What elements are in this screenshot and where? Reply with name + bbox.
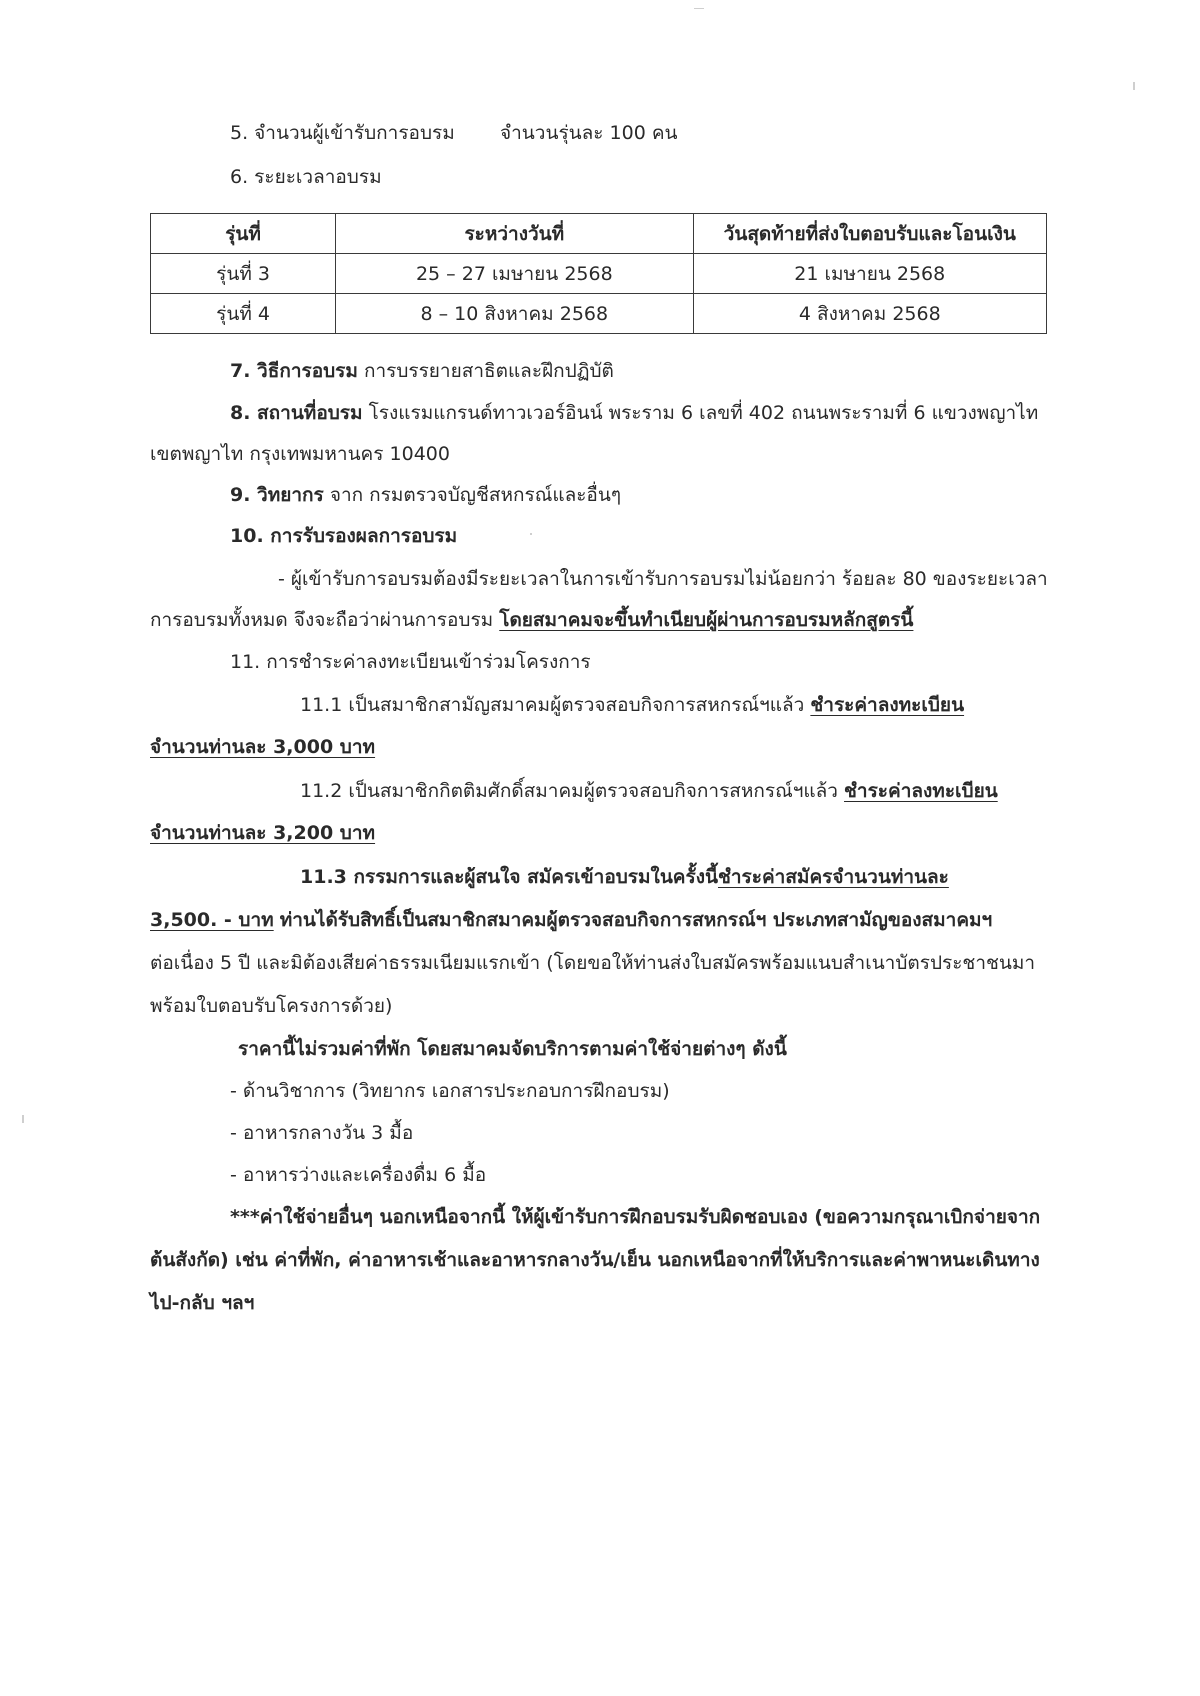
list-item: - อาหารกลางวัน 3 มื้อ [230, 1122, 414, 1144]
scan-speck [22, 1115, 24, 1123]
item-6-label: 6. ระยะเวลาอบรม [230, 166, 382, 188]
item-8-value: โรงแรมแกรนด์ทาวเวอร์อินน์ พระราม 6 เลขที่ 402 ถนนพระรามที่ 6 แขวงพญาไท [368, 402, 1039, 424]
item-11-2-emphasis: ชำระค่าลงทะเบียน [844, 780, 998, 802]
table-row [151, 254, 1047, 294]
item-8-continuation: เขตพญาไท กรุงเทพมหานคร 10400 [150, 443, 450, 465]
item-11-2-amount: จำนวนท่านละ 3,200 บาท [150, 822, 376, 844]
item-11-3-text: 11.3 กรรมการและผู้สนใจ สมัครเข้าอบรมในครั้งนี้ [300, 866, 718, 888]
extra-note-line-1: ***ค่าใช้จ่ายอื่นๆ นอกเหนือจากนี้ ให้ผู้เข้ารับการฝึกอบรมรับผิดชอบเอง (ขอความกรุณาเบิกจ่ายจาก [230, 1206, 1041, 1228]
item-9-label: 9. วิทยากร [230, 484, 324, 506]
item-10-line-2-emphasis: โดยสมาคมจะขึ้นทำเนียบผู้ผ่านการอบรมหลักสูตรนี้ [499, 609, 914, 631]
item-11-1-text: 11.1 เป็นสมาชิกสามัญสมาคมผู้ตรวจสอบกิจการสหกรณ์ฯแล้ว [300, 694, 805, 716]
item-9-value: จาก กรมตรวจบัญชีสหกรณ์และอื่นๆ [329, 484, 622, 506]
item-10-line-2 [150, 607, 913, 633]
schedule-cell-deadline: 21 เมษายน 2568 [693, 254, 1046, 294]
item-11-3-line-2 [150, 907, 992, 933]
scan-speck [694, 8, 704, 9]
item-7 [230, 358, 614, 384]
schedule-header-deadline: วันสุดท้ายที่ส่งใบตอบรับและโอนเงิน [693, 214, 1046, 254]
schedule-header-row [151, 214, 1047, 254]
price-note: ราคานี้ไม่รวมค่าที่พัก โดยสมาคมจัดบริการตามค่าใช้จ่ายต่างๆ ดังนี้ [238, 1038, 787, 1060]
item-10-line-2-text: การอบรมทั้งหมด จึงจะถือว่าผ่านการอบรม [150, 609, 494, 631]
schedule-cell-dates: 25 – 27 เมษายน 2568 [336, 254, 693, 294]
item-11-2 [300, 778, 998, 804]
item-11-3-line-3: ต่อเนื่อง 5 ปี และมิต้องเสียค่าธรรมเนียมแรกเข้า (โดยขอให้ท่านส่งใบสมัครพร้อมแนบสำเนาบัตรประชาชนมา [150, 952, 1036, 974]
item-10-label: 10. การรับรองผลการอบรม [230, 525, 458, 547]
item-5-label: 5. จำนวนผู้เข้ารับการอบรม [230, 122, 455, 144]
schedule-table [150, 213, 1047, 334]
list-item: - ด้านวิชาการ (วิทยากร เอกสารประกอบการฝึกอบรม) [230, 1080, 670, 1102]
schedule-cell-deadline: 4 สิงหาคม 2568 [693, 294, 1046, 334]
scan-speck [530, 533, 532, 535]
schedule-header-dates: ระหว่างวันที่ [336, 214, 693, 254]
list-item: - อาหารว่างและเครื่องดื่ม 6 มื้อ [230, 1164, 487, 1186]
item-11-label: 11. การชำระค่าลงทะเบียนเข้าร่วมโครงการ [230, 651, 591, 673]
item-11-3-rest: ท่านได้รับสิทธิ์เป็นสมาชิกสมาคมผู้ตรวจสอบกิจการสหกรณ์ฯ ประเภทสามัญของสมาคมฯ [279, 909, 993, 931]
item-5-value: จำนวนรุ่นละ 100 คน [500, 122, 678, 144]
item-7-value: การบรรยายสาธิตและฝึกปฏิบัติ [363, 360, 614, 382]
item-11-1-amount: จำนวนท่านละ 3,000 บาท [150, 736, 376, 758]
scan-speck [1133, 82, 1135, 90]
schedule-header-batch: รุ่นที่ [151, 214, 336, 254]
item-9 [230, 482, 621, 508]
item-11-3-emphasis: ชำระค่าสมัครจำนวนท่านละ [717, 866, 949, 888]
schedule-cell-batch: รุ่นที่ 3 [151, 254, 336, 294]
item-11-1-emphasis: ชำระค่าลงทะเบียน [810, 694, 965, 716]
item-11-3-line-4: พร้อมใบตอบรับโครงการด้วย) [150, 995, 393, 1017]
schedule-cell-dates: 8 – 10 สิงหาคม 2568 [336, 294, 693, 334]
item-5 [230, 120, 455, 146]
item-11-1 [300, 692, 964, 718]
schedule-cell-batch: รุ่นที่ 4 [151, 294, 336, 334]
item-11-3-amount: 3,500. - บาท [150, 909, 274, 931]
table-row [151, 294, 1047, 334]
item-8-label: 8. สถานที่อบรม [230, 402, 363, 424]
extra-note-line-3: ไป-กลับ ฯลฯ [150, 1292, 255, 1314]
item-11-3 [300, 864, 949, 890]
item-10-line-1: - ผู้เข้ารับการอบรมต้องมีระยะเวลาในการเข้ารับการอบรมไม่น้อยกว่า ร้อยละ 80 ของระยะเวลา [278, 568, 1048, 590]
item-8 [230, 400, 1038, 426]
item-11-2-text: 11.2 เป็นสมาชิกกิตติมศักดิ์สมาคมผู้ตรวจสอบกิจการสหกรณ์ฯแล้ว [300, 780, 838, 802]
item-7-label: 7. วิธีการอบรม [230, 360, 358, 382]
extra-note-line-2: ต้นสังกัด) เช่น ค่าที่พัก, ค่าอาหารเช้าและอาหารกลางวัน/เย็น นอกเหนือจากที่ให้บริการและค่าพาหนะเดินทาง [150, 1249, 1040, 1271]
